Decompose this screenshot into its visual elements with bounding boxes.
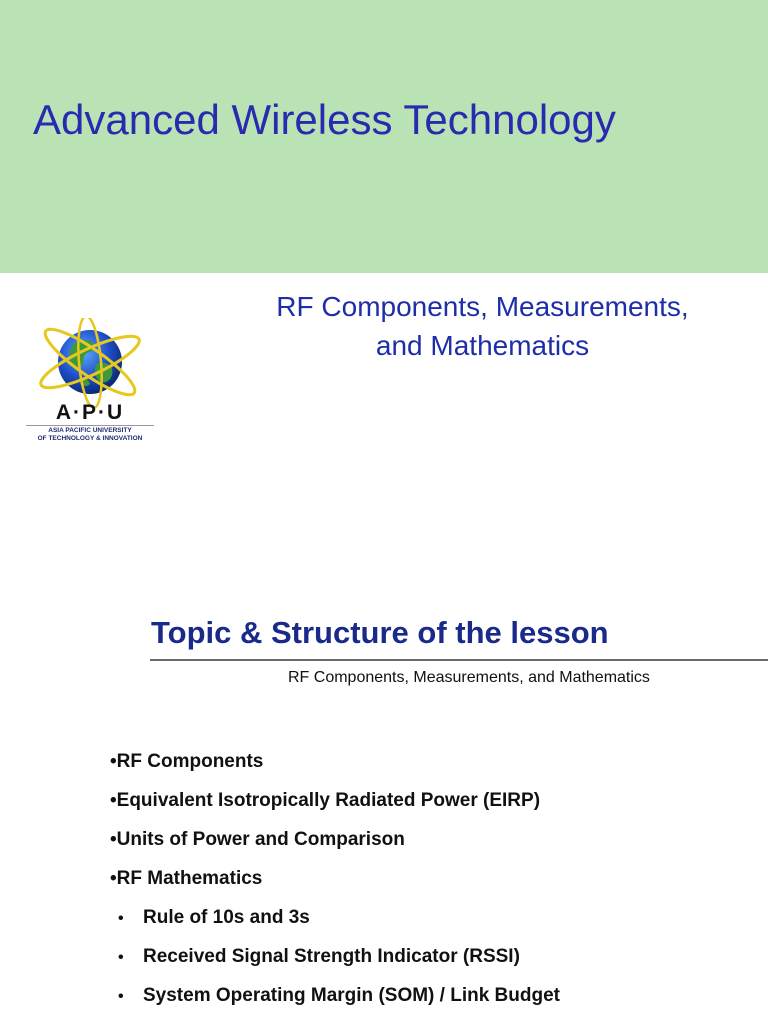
sub-bullet-text: System Operating Margin (SOM) / Link Budget [143, 985, 560, 1006]
globe-atom-icon [22, 318, 158, 408]
bullet-list [110, 750, 560, 1023]
title-underline [150, 659, 768, 661]
subtitle-line-1: RF Components, Measurements, [276, 291, 689, 322]
lesson-subtitle: RF Components, Measurements, and Mathematics [288, 669, 650, 686]
sub-bullet-item [110, 906, 560, 945]
bullet-item: •Equivalent Isotropically Radiated Power (EIRP) [110, 790, 541, 811]
slide-topic-structure [0, 580, 768, 1024]
bullet-marker: • [118, 910, 124, 927]
slide-main-title: Advanced Wireless Technology [33, 96, 616, 143]
sub-bullet-item [110, 945, 560, 984]
title-band [0, 0, 768, 273]
subtitle-line-2: and Mathematics [375, 330, 590, 361]
bullet-item: •RF Mathematics [110, 868, 263, 889]
logo-name-line-1: ASIA PACIFIC UNIVERSITY [48, 427, 132, 434]
logo-wordmark [22, 402, 158, 443]
apu-logo [22, 318, 158, 444]
logo-name-line-2: OF TECHNOLOGY & INNOVATION [37, 435, 143, 442]
bullet-marker: • [118, 949, 124, 966]
bullet-marker: • [118, 988, 124, 1005]
bullet-item: •Units of Power and Comparison [110, 829, 405, 850]
sub-bullet-text: Rule of 10s and 3s [143, 907, 310, 928]
slide-subtitle [180, 287, 768, 365]
bullet-item: •RF Components [110, 751, 264, 772]
sub-bullet-item [110, 984, 560, 1023]
sub-bullet-text: Received Signal Strength Indicator (RSSI) [143, 946, 520, 967]
logo-divider [26, 425, 154, 426]
lesson-title: Topic & Structure of the lesson [151, 615, 609, 650]
logo-acronym: A·P·U [55, 401, 125, 424]
